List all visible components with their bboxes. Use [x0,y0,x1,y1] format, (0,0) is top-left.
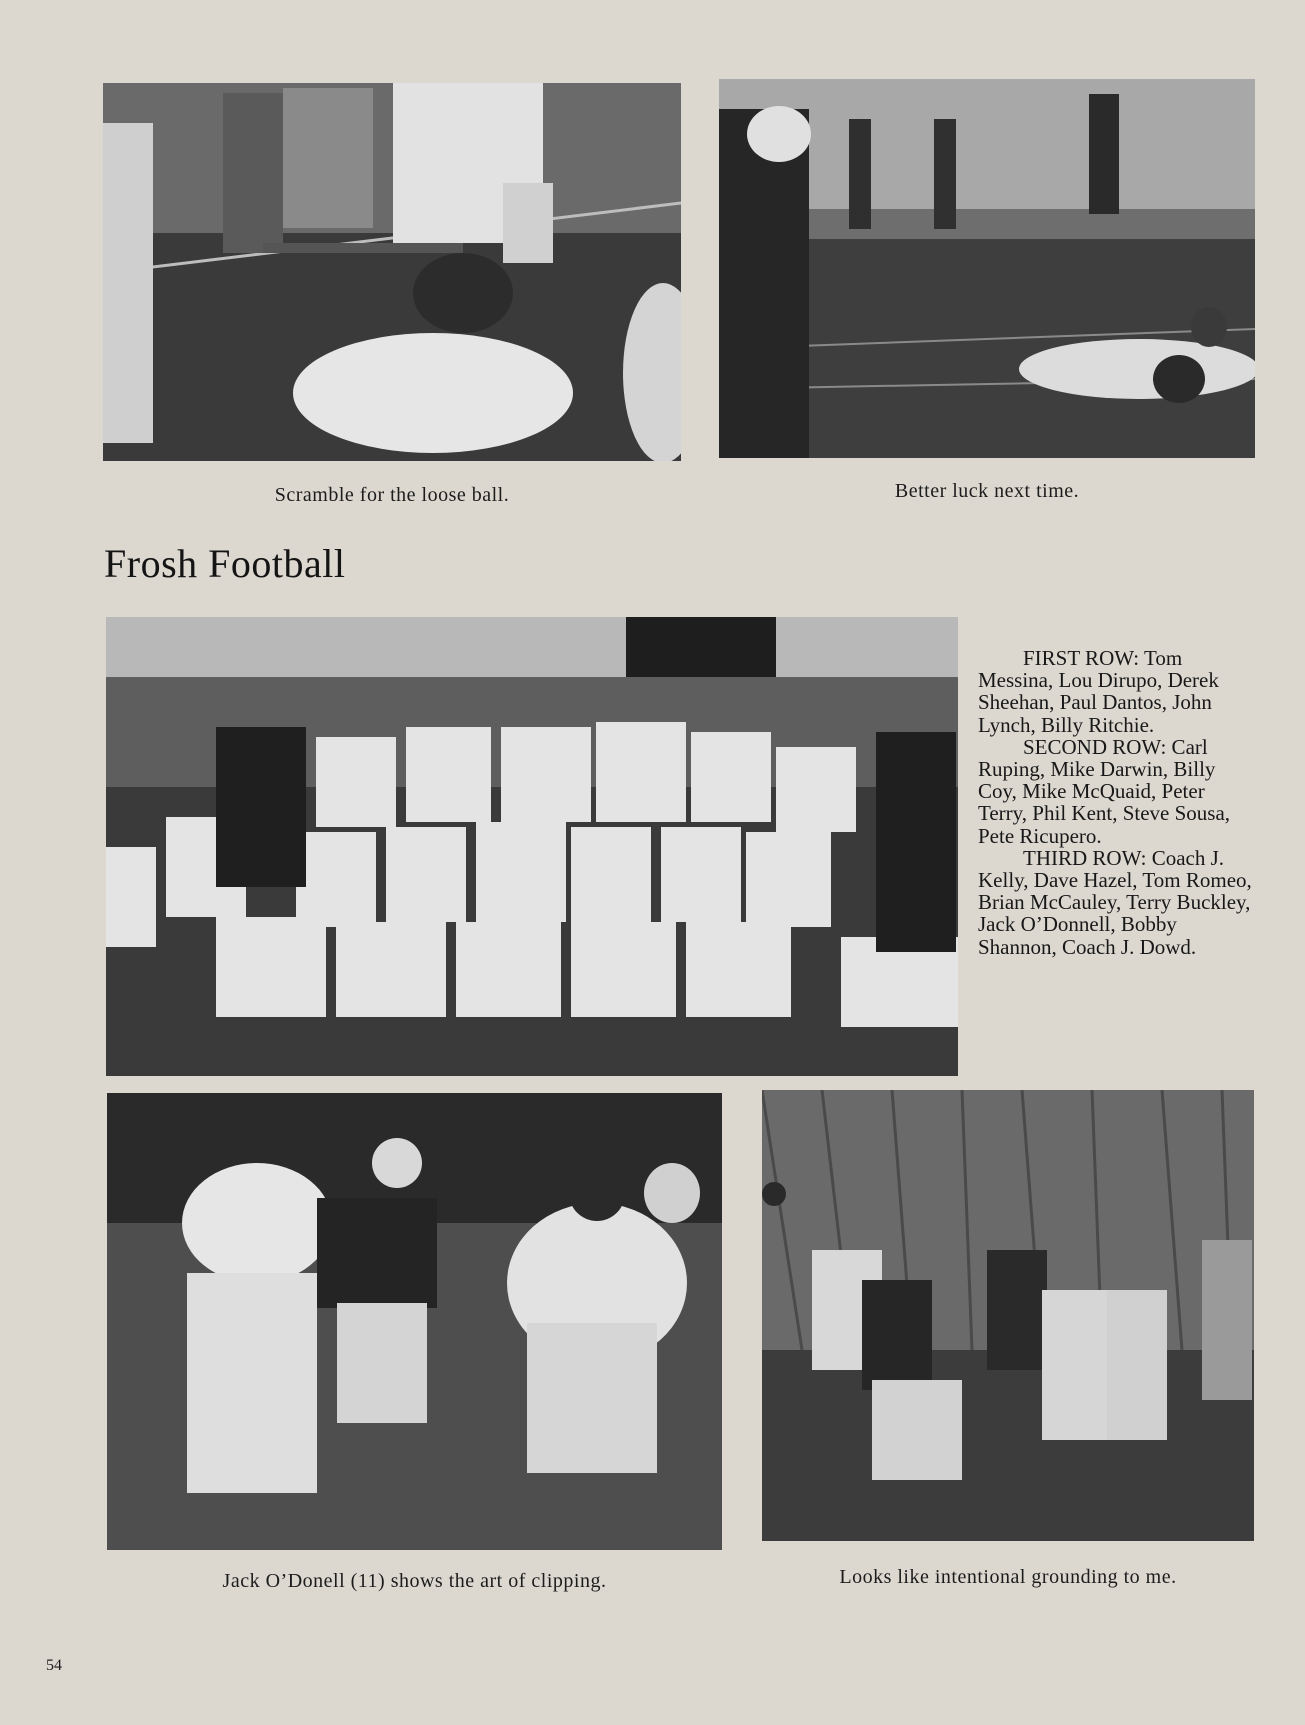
team-roster [978,647,1258,958]
photo-scramble-loose-ball [103,83,681,461]
roster-second-row: SECOND ROW: Carl Ruping, Mike Darwin, Billy Coy, Mike McQuaid, Peter Terry, Phil Kent, Steve Sousa, Pete Ricupero. [978,734,1231,848]
photo-clipping-image [107,1093,722,1550]
page-number: 54 [46,1657,62,1674]
photo-better-luck-next-time [719,79,1255,458]
roster-third-row: THIRD ROW: Coach J. Kelly, Dave Hazel, Tom Romeo, Brian McCauley, Terry Buckley, Jack O’Donnell, Bobby Shannon, Coach J. Dowd. [978,845,1252,959]
caption-clipping: Jack O’Donell (11) shows the art of clipping. [222,1570,607,1592]
team-photo-image [106,617,958,1076]
photo-art-of-clipping [107,1093,722,1550]
caption-grounding: Looks like intentional grounding to me. [839,1566,1177,1588]
photo-frosh-football-team [106,617,958,1076]
photo-grounding-image [762,1090,1254,1541]
photo-better-luck-image [719,79,1255,458]
photo-scramble-image [103,83,681,461]
roster-first-row: FIRST ROW: Tom Messina, Lou Dirupo, Derek Sheehan, Paul Dantos, John Lynch, Billy Ritchie. [978,646,1219,737]
section-title: Frosh Football [104,541,346,586]
photo-intentional-grounding [762,1090,1254,1541]
caption-better-luck: Better luck next time. [894,480,1080,502]
caption-scramble: Scramble for the loose ball. [274,484,510,506]
